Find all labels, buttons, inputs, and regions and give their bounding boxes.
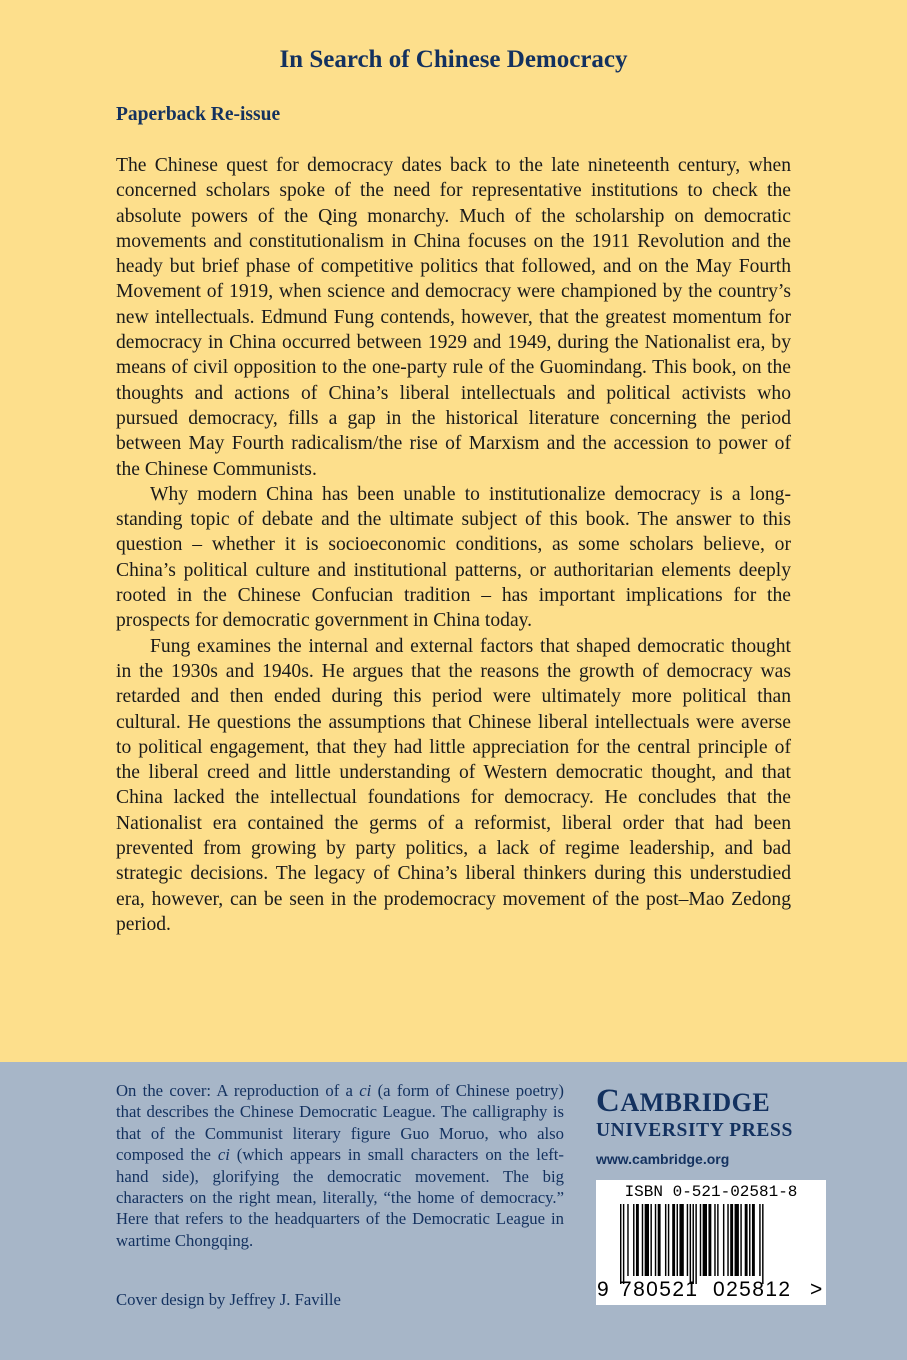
barcode-bar	[679, 1204, 683, 1276]
cover-note-text: On the cover: A reproduction of a	[116, 1081, 360, 1100]
barcode-bar	[672, 1204, 675, 1276]
cover-note-term: ci	[359, 1081, 372, 1100]
publisher-name-rest: AMBRIDGE	[620, 1088, 771, 1117]
cover-note-text: (which appears in small characters on the left-hand side), glorifying the democratic movement. The big characters on the right mean, literally, “the home of democracy.” Here that refers to the headquarters of the Democratic League in wartime Chongqing.	[116, 1145, 564, 1250]
publisher-logo	[596, 1084, 828, 1167]
barcode-bar	[677, 1204, 678, 1276]
cover-note-term: ci	[217, 1145, 230, 1165]
publisher-url: www.cambridge.org	[596, 1151, 730, 1167]
barcode-graphic	[604, 1204, 818, 1284]
barcode-bar	[703, 1204, 707, 1276]
barcode-digit-group: 025812	[713, 1278, 792, 1301]
barcode-bar	[730, 1204, 733, 1276]
book-title: In Search of Chinese Democracy	[279, 46, 628, 73]
barcode-digit-group: 780521	[620, 1278, 699, 1301]
barcode-bar	[762, 1204, 763, 1284]
barcode-bar	[740, 1204, 741, 1276]
barcode-bar	[623, 1204, 624, 1284]
barcode-bar	[668, 1204, 669, 1276]
publisher-panel	[0, 1062, 907, 1360]
barcode-bar	[690, 1204, 691, 1284]
publisher-press-line: UNIVERSITY PRESS	[596, 1120, 793, 1141]
description-paragraph: Why modern China has been unable to institutionalize democracy is a long-standing topic of debate and the ultimate subject of this book. The answer to this question – whether it is socioeconomic conditions, as some scholars believe, or China’s political culture and institutional patterns, or authoritarian elements deeply rooted in the Chinese Confucian tradition – has important implications for the prospects for democratic government in China today.	[116, 483, 791, 632]
barcode-bar	[636, 1204, 639, 1276]
publisher-name-initial: C	[596, 1083, 621, 1119]
barcode-bar	[749, 1204, 750, 1276]
barcode-bar	[658, 1204, 661, 1276]
barcode-bar	[717, 1204, 718, 1276]
barcode-bar	[620, 1204, 621, 1284]
barcode-bar	[714, 1204, 715, 1276]
isbn-barcode-box	[596, 1180, 826, 1305]
barcode-bar	[665, 1204, 666, 1276]
barcode-bar	[655, 1204, 656, 1276]
barcode-bar	[695, 1204, 696, 1284]
publisher-name	[596, 1084, 828, 1120]
cover-note-text: (a form of Chinese poetry) that describes the Chinese Democratic League. The calligraphy is that of the Communist literary figure Guo Moruo, who also composed the	[116, 1081, 564, 1165]
cover-design-credit: Cover design by Jeffrey J. Faville	[116, 1290, 341, 1309]
description-paragraph: The Chinese quest for democracy dates back to the late nineteenth century, when concerned scholars spoke of the need for representative institutions to check the absolute powers of the Qing monarchy. Much of the scholarship on democratic movements and constitutionalism in China focuses on the 1911 Revolution and the heady but brief phase of competitive politics that followed, and on the May Fourth Movement of 1919, when science and democracy were championed by the country’s new intellectuals. Edmund Fung contends, however, that the greatest momentum for democracy in China occurred between 1929 and 1949, during the Nationalist era, by means of civil opposition to the one-party rule of the Guomindang. This book, on the thoughts and actions of China’s liberal intellectuals and political activists who pursued democracy, fills a gap in the historical literature concerning the period between May Fourth radicalism/the rise of Marxism and the accession to power of the Chinese Communists.	[116, 155, 791, 480]
barcode-bar	[752, 1204, 755, 1276]
isbn-label: ISBN 0-521-02581-8	[624, 1183, 798, 1201]
barcode-bar	[723, 1204, 724, 1276]
book-description	[116, 153, 791, 937]
barcode-bar	[700, 1204, 701, 1276]
barcode-bar	[708, 1204, 711, 1276]
barcode-quiet-mark: >	[810, 1278, 823, 1301]
description-paragraph: Fung examines the internal and external factors that shaped democratic thought in the 1930s and 1940s. He argues that the reasons the growth of democracy was retarded and then ended during this period were ultimately more political than cultural. He questions the assumptions that Chinese liberal intellectuals were averse to political engagement, that they had little appreciation for the central principle of the liberal creed and little understanding of Western democratic thought, and that China lacked the intellectual foundations for democracy. He concludes that the Nationalist era contained the germs of a reformist, liberal order that had been prevented from growing by party politics, a lack of regime leadership, and bad strategic decisions. The legacy of China’s liberal thinkers during this understudied era, however, can be seen in the prodemocracy movement of the post–Mao Zedong period.	[116, 635, 791, 935]
barcode-lead-digit: 9	[597, 1278, 609, 1301]
barcode-bar	[645, 1204, 649, 1276]
barcode-bar	[727, 1204, 728, 1276]
cover-note	[116, 1080, 564, 1251]
barcode-bar	[687, 1204, 688, 1276]
edition-label: Paperback Re-issue	[116, 104, 281, 125]
barcode-bar	[642, 1204, 643, 1276]
barcode-bar	[627, 1204, 628, 1276]
barcode-bar	[633, 1204, 634, 1276]
barcode-bar	[693, 1204, 694, 1284]
barcode-bar	[759, 1204, 760, 1276]
barcode-bar	[735, 1204, 739, 1276]
barcode-bar	[745, 1204, 748, 1276]
barcode-bar	[650, 1204, 651, 1276]
